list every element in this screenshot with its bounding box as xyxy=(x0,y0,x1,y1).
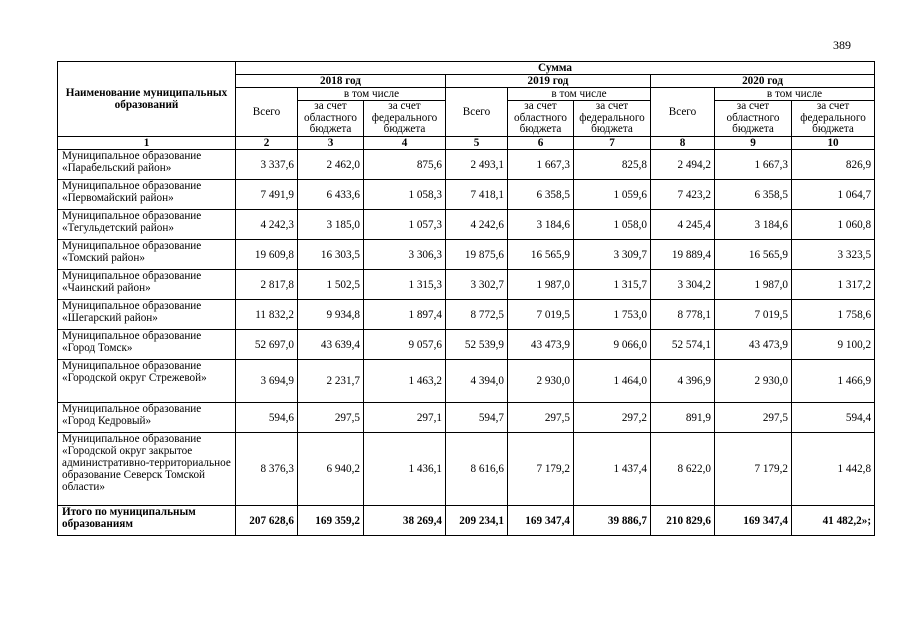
value-cell: 9 934,8 xyxy=(298,300,364,330)
total-value-cell: 210 829,6 xyxy=(651,506,715,536)
value-cell: 1 060,8 xyxy=(792,210,875,240)
total-value-cell: 39 886,7 xyxy=(574,506,651,536)
value-cell: 2 494,2 xyxy=(651,150,715,180)
value-cell: 1 064,7 xyxy=(792,180,875,210)
table-row xyxy=(58,360,875,403)
header-federal-2020: за счет федерального бюджета xyxy=(792,101,875,137)
table-row xyxy=(58,330,875,360)
municipality-name: Муниципальное образование «Город Кедровый» xyxy=(58,403,236,433)
column-number: 10 xyxy=(792,137,875,150)
value-cell: 4 242,3 xyxy=(236,210,298,240)
column-number: 1 xyxy=(58,137,236,150)
total-value-cell: 169 359,2 xyxy=(298,506,364,536)
value-cell: 4 394,0 xyxy=(446,360,508,403)
value-cell: 3 184,6 xyxy=(715,210,792,240)
value-cell: 8 616,6 xyxy=(446,433,508,506)
value-cell: 16 565,9 xyxy=(715,240,792,270)
value-cell: 43 473,9 xyxy=(508,330,574,360)
value-cell: 4 245,4 xyxy=(651,210,715,240)
value-cell: 9 057,6 xyxy=(364,330,446,360)
value-cell: 1 437,4 xyxy=(574,433,651,506)
value-cell: 826,9 xyxy=(792,150,875,180)
budget-table xyxy=(57,61,875,536)
municipality-name: Муниципальное образование «Город Томск» xyxy=(58,330,236,360)
value-cell: 297,2 xyxy=(574,403,651,433)
value-cell: 594,4 xyxy=(792,403,875,433)
value-cell: 52 697,0 xyxy=(236,330,298,360)
value-cell: 3 323,5 xyxy=(792,240,875,270)
value-cell: 1 502,5 xyxy=(298,270,364,300)
value-cell: 3 337,6 xyxy=(236,150,298,180)
value-cell: 4 396,9 xyxy=(651,360,715,403)
value-cell: 19 609,8 xyxy=(236,240,298,270)
total-value-cell: 41 482,2»; xyxy=(792,506,875,536)
value-cell: 9 066,0 xyxy=(574,330,651,360)
header-total-2020: Всего xyxy=(651,88,715,137)
value-cell: 2 930,0 xyxy=(508,360,574,403)
total-value-cell: 169 347,4 xyxy=(508,506,574,536)
value-cell: 52 539,9 xyxy=(446,330,508,360)
value-cell: 1 058,3 xyxy=(364,180,446,210)
value-cell: 1 464,0 xyxy=(574,360,651,403)
value-cell: 1 317,2 xyxy=(792,270,875,300)
value-cell: 2 930,0 xyxy=(715,360,792,403)
value-cell: 3 302,7 xyxy=(446,270,508,300)
value-cell: 1 667,3 xyxy=(508,150,574,180)
value-cell: 1 057,3 xyxy=(364,210,446,240)
municipality-name: Муниципальное образование «Городской округ Стрежевой» xyxy=(58,360,236,403)
value-cell: 16 565,9 xyxy=(508,240,574,270)
value-cell: 3 184,6 xyxy=(508,210,574,240)
value-cell: 43 639,4 xyxy=(298,330,364,360)
value-cell: 594,7 xyxy=(446,403,508,433)
value-cell: 7 179,2 xyxy=(715,433,792,506)
column-number: 6 xyxy=(508,137,574,150)
value-cell: 594,6 xyxy=(236,403,298,433)
header-including-2018: в том числе xyxy=(298,88,446,101)
value-cell: 8 772,5 xyxy=(446,300,508,330)
header-regional-2019: за счет областного бюджета xyxy=(508,101,574,137)
table-row xyxy=(58,180,875,210)
value-cell: 1 987,0 xyxy=(508,270,574,300)
header-year-2019: 2019 год xyxy=(446,75,651,88)
column-number: 8 xyxy=(651,137,715,150)
value-cell: 297,1 xyxy=(364,403,446,433)
value-cell: 6 433,6 xyxy=(298,180,364,210)
municipality-name: Муниципальное образование «Парабельский район» xyxy=(58,150,236,180)
table-body xyxy=(58,150,875,536)
value-cell: 825,8 xyxy=(574,150,651,180)
value-cell: 2 231,7 xyxy=(298,360,364,403)
header-sum: Сумма xyxy=(236,62,875,75)
column-number: 3 xyxy=(298,137,364,150)
header-including-2019: в том числе xyxy=(508,88,651,101)
value-cell: 1 059,6 xyxy=(574,180,651,210)
value-cell: 52 574,1 xyxy=(651,330,715,360)
header-total-2018: Всего xyxy=(236,88,298,137)
table-row xyxy=(58,403,875,433)
value-cell: 16 303,5 xyxy=(298,240,364,270)
value-cell: 297,5 xyxy=(508,403,574,433)
column-number: 5 xyxy=(446,137,508,150)
total-value-cell: 169 347,4 xyxy=(715,506,792,536)
header-federal-2019: за счет федерального бюджета xyxy=(574,101,651,137)
value-cell: 1 466,9 xyxy=(792,360,875,403)
table-row xyxy=(58,150,875,180)
value-cell: 1 758,6 xyxy=(792,300,875,330)
municipality-name: Муниципальное образование «Шегарский район» xyxy=(58,300,236,330)
value-cell: 7 019,5 xyxy=(508,300,574,330)
value-cell: 7 019,5 xyxy=(715,300,792,330)
header-year-2018: 2018 год xyxy=(236,75,446,88)
column-number: 9 xyxy=(715,137,792,150)
value-cell: 3 309,7 xyxy=(574,240,651,270)
value-cell: 1 987,0 xyxy=(715,270,792,300)
total-value-cell: 38 269,4 xyxy=(364,506,446,536)
value-cell: 891,9 xyxy=(651,403,715,433)
table-row xyxy=(58,210,875,240)
table-row xyxy=(58,433,875,506)
value-cell: 297,5 xyxy=(298,403,364,433)
total-row xyxy=(58,506,875,536)
value-cell: 2 493,1 xyxy=(446,150,508,180)
value-cell: 6 358,5 xyxy=(508,180,574,210)
value-cell: 19 889,4 xyxy=(651,240,715,270)
header-including-2020: в том числе xyxy=(715,88,875,101)
municipality-name: Муниципальное образование «Городской округ закрытое административно-территориальное образование Северск Томской области» xyxy=(58,433,236,506)
value-cell: 4 242,6 xyxy=(446,210,508,240)
value-cell: 6 358,5 xyxy=(715,180,792,210)
municipality-name: Муниципальное образование «Тегульдетский район» xyxy=(58,210,236,240)
municipality-name: Муниципальное образование «Чаинский район» xyxy=(58,270,236,300)
column-number: 7 xyxy=(574,137,651,150)
value-cell: 1 753,0 xyxy=(574,300,651,330)
value-cell: 1 897,4 xyxy=(364,300,446,330)
value-cell: 1 436,1 xyxy=(364,433,446,506)
column-number: 2 xyxy=(236,137,298,150)
value-cell: 8 622,0 xyxy=(651,433,715,506)
value-cell: 1 315,7 xyxy=(574,270,651,300)
value-cell: 297,5 xyxy=(715,403,792,433)
value-cell: 19 875,6 xyxy=(446,240,508,270)
municipality-name: Муниципальное образование «Томский район» xyxy=(58,240,236,270)
header-total-2019: Всего xyxy=(446,88,508,137)
value-cell: 7 491,9 xyxy=(236,180,298,210)
column-numbers-row xyxy=(58,137,875,150)
value-cell: 1 463,2 xyxy=(364,360,446,403)
value-cell: 7 179,2 xyxy=(508,433,574,506)
value-cell: 11 832,2 xyxy=(236,300,298,330)
header-federal-2018: за счет федерального бюджета xyxy=(364,101,446,137)
value-cell: 7 423,2 xyxy=(651,180,715,210)
page-number: 389 xyxy=(833,38,851,52)
value-cell: 875,6 xyxy=(364,150,446,180)
value-cell: 9 100,2 xyxy=(792,330,875,360)
value-cell: 8 376,3 xyxy=(236,433,298,506)
total-value-cell: 207 628,6 xyxy=(236,506,298,536)
value-cell: 7 418,1 xyxy=(446,180,508,210)
header-name-column: Наименование муниципальных образований xyxy=(58,62,236,137)
table-row xyxy=(58,300,875,330)
value-cell: 2 462,0 xyxy=(298,150,364,180)
value-cell: 3 185,0 xyxy=(298,210,364,240)
value-cell: 3 694,9 xyxy=(236,360,298,403)
value-cell: 2 817,8 xyxy=(236,270,298,300)
header-year-2020: 2020 год xyxy=(651,75,875,88)
value-cell: 1 315,3 xyxy=(364,270,446,300)
municipality-name: Муниципальное образование «Первомайский район» xyxy=(58,180,236,210)
value-cell: 1 058,0 xyxy=(574,210,651,240)
value-cell: 1 442,8 xyxy=(792,433,875,506)
total-label: Итого по муниципальным образованиям xyxy=(58,506,236,536)
value-cell: 3 304,2 xyxy=(651,270,715,300)
column-number: 4 xyxy=(364,137,446,150)
value-cell: 8 778,1 xyxy=(651,300,715,330)
value-cell: 43 473,9 xyxy=(715,330,792,360)
table-header xyxy=(58,62,875,150)
value-cell: 1 667,3 xyxy=(715,150,792,180)
header-regional-2020: за счет областного бюджета xyxy=(715,101,792,137)
total-value-cell: 209 234,1 xyxy=(446,506,508,536)
table-row xyxy=(58,240,875,270)
header-regional-2018: за счет областного бюджета xyxy=(298,101,364,137)
table-row xyxy=(58,270,875,300)
value-cell: 3 306,3 xyxy=(364,240,446,270)
value-cell: 6 940,2 xyxy=(298,433,364,506)
